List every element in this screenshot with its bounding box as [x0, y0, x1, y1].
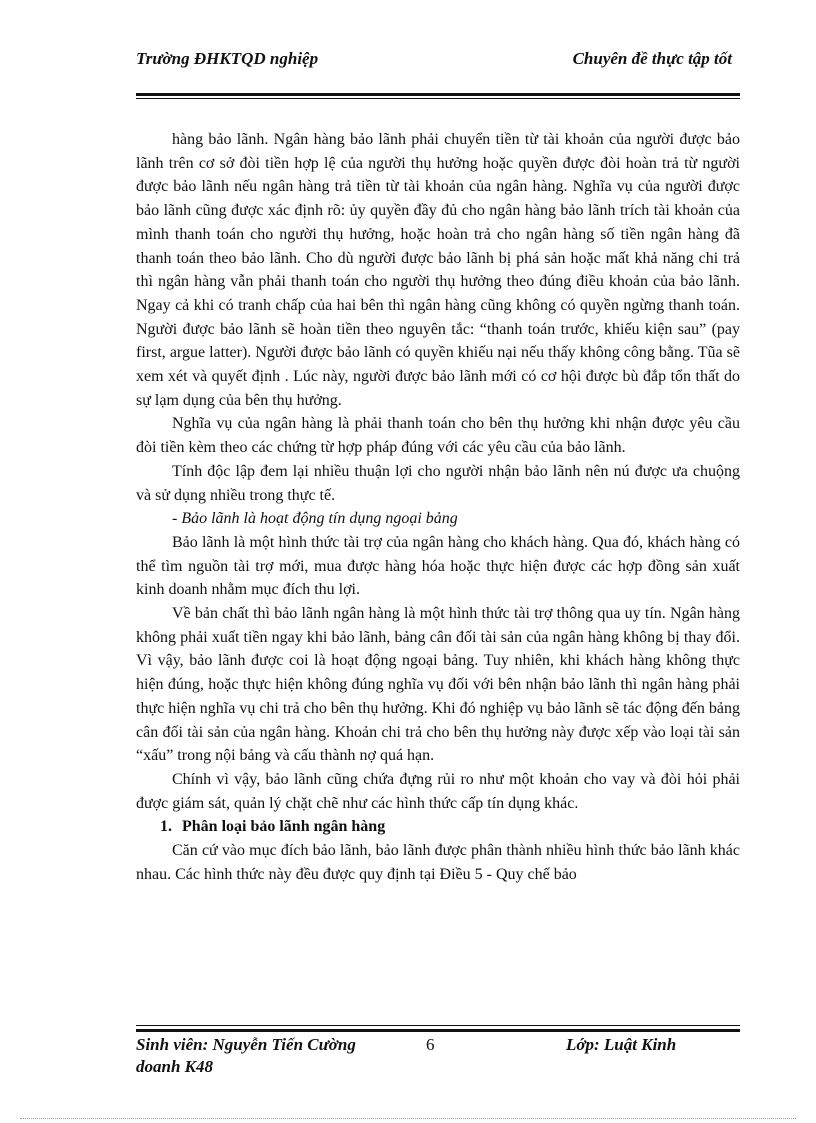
footer-class: Lớp: Luật Kinh [566, 1035, 677, 1054]
section-subheading: - Bảo lãnh là hoạt động tín dụng ngoại bảng [172, 510, 458, 528]
section-heading-number: 1. [160, 818, 172, 836]
paragraph: Bảo lãnh là một hình thức tài trợ của ngân hàng cho khách hàng. Qua đó, khách hàng có thể tìm nguồn tài trợ mới, mua được hàng hóa hoặc thực hiện được các hợp đồng sản xuất kinh doanh nhằm mục đích thu lợi. [136, 533, 740, 599]
paragraph: Tính độc lập đem lại nhiều thuận lợi cho người nhận bảo lãnh nên nú được ưa chuộng và sử dụng nhiều trong thực tế. [136, 462, 740, 504]
header-school: Trường ĐHKTQD nghiệp [136, 49, 319, 68]
header-rule-thick [136, 93, 740, 96]
header-rule-thin [136, 98, 740, 99]
section-heading [136, 815, 740, 839]
footer-rule-thin [136, 1025, 740, 1026]
paragraph: Nghĩa vụ của ngân hàng là phải thanh toán cho bên thụ hưởng khi nhận được yêu cầu đòi tiền kèm theo các chứng từ hợp pháp đúng với các yêu cầu của bảo lãnh. [136, 415, 740, 457]
paragraph: Về bản chất thì bảo lãnh ngân hàng là một hình thức tài trợ thông qua uy tín. Ngân hàng không phải xuất tiền ngay khi bảo lãnh, bảng cân đối tài sản của ngân hàng không bị thay đổi. Vì vậy, bảo lãnh được coi là hoạt động ngoại bảng. Tuy nhiên, khi khách hàng không thực hiện đúng, hoặc thực hiện không đúng nghĩa vụ đối với bên nhận bảo lãnh thì ngân hàng phải thực hiện nghĩa vụ chi trả cho bên thụ hưởng. Khi đó nghiệp vụ bảo lãnh sẽ tác động đến bảng cân đối tài sản của ngân hàng. Khoản chi trả cho bên thụ hưởng này được xếp vào loại tài sản “xấu” trong nội bảng và cấu thành nợ quá hạn. [136, 605, 740, 765]
document-body [136, 128, 740, 887]
paragraph: Căn cứ vào mục đích bảo lãnh, bảo lãnh được phân thành nhiều hình thức bảo lãnh khác nhau. Các hình thức này đều được quy định tại Điều 5 - Quy chế bảo [136, 842, 740, 883]
page-number: 6 [426, 1035, 435, 1054]
footer-rule-thick [136, 1029, 740, 1032]
footer-student: Sinh viên: Nguyễn Tiến Cường doanh K48 [136, 1035, 356, 1076]
header-title: Chuyên đề thực tập tốt [572, 49, 732, 68]
page-edge-divider [20, 1118, 796, 1119]
page-footer [136, 1034, 740, 1078]
paragraph: Chính vì vậy, bảo lãnh cũng chứa đựng rủi ro như một khoản cho vay và đòi hỏi phải được giám sát, quản lý chặt chẽ như các hình thức cấp tín dụng khác. [136, 770, 740, 812]
section-heading-text: Phân loại bảo lãnh ngân hàng [182, 818, 386, 836]
paragraph: hàng bảo lãnh. Ngân hàng bảo lãnh phải chuyển tiền từ tài khoản của người được bảo lãnh trên cơ sở đòi tiền hợp lệ của người thụ hưởng hoặc quyền được đòi hoàn trả từ người được bảo lãnh nếu ngân hàng trả tiền từ tài khoản của ngân hàng. Nghĩa vụ của người được bảo lãnh cũng được xác định rõ: ủy quyền đầy đủ cho ngân hàng bảo lãnh trích tài khoản của mình thanh toán cho người thụ hưởng, hoặc hoàn trả cho ngân hàng số tiền ngân hàng đã thanh toán theo bảo lãnh. Cho dù người được bảo lãnh bị phá sản hoặc mất khả năng chi trả thì ngân hàng vẫn phải thanh toán cho người thụ hưởng theo đúng điều khoản của bảo lãnh. Ngay cả khi có tranh chấp của hai bên thì ngân hàng cũng không có quyền ngừng thanh toán. Người được bảo lãnh sẽ hoàn tiền theo nguyên tắc: “thanh toán trước, khiếu kiện sau” (pay first, argue latter). Người được bảo lãnh có quyền khiếu nại nếu thấy không công bằng. Tũa sẽ xem xét và quyết định . Lúc này, người được bảo lãnh mới có cơ hội được bù đắp tổn thất do sự lạm dụng của bên thụ hưởng. [136, 131, 740, 409]
page-header [136, 48, 740, 92]
